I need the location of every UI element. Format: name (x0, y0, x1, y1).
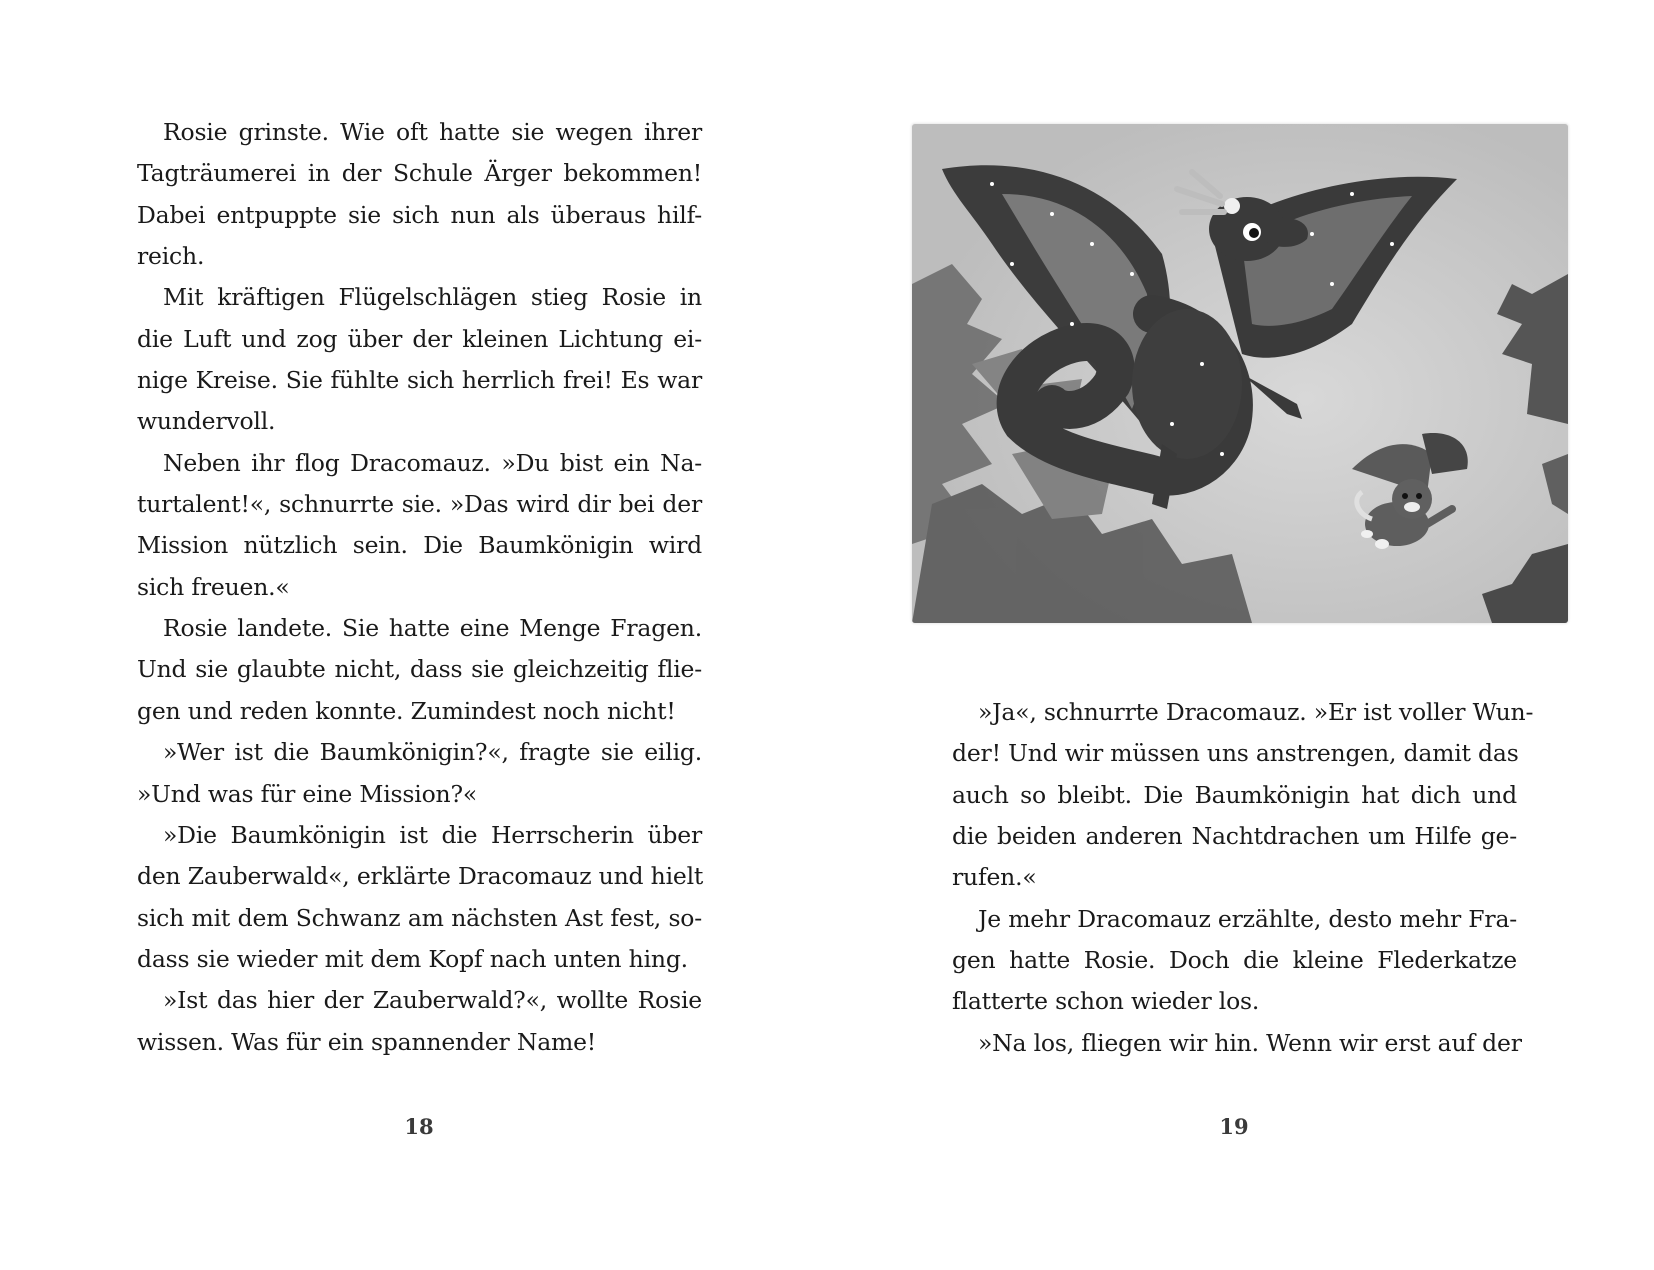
text-line: »Die Baumkönigin ist die Herrscherin über (163, 820, 702, 849)
text-line: Und sie glaubte nicht, dass sie gleichzeitig flie- (137, 655, 702, 684)
text-line: auch so bleibt. Die Baumkönigin hat dich und (952, 780, 1517, 809)
text-line: den Zauberwald«, erklärte Dracomauz und hielt (137, 862, 704, 891)
text-line: Mit kräftigen Flügelschlägen stieg Rosie in (163, 283, 702, 312)
text-line: sich freuen.« (137, 572, 290, 601)
text-line: dass sie wieder mit dem Kopf nach unten hing. (137, 944, 688, 973)
text-line: Je mehr Dracomauz erzählte, desto mehr Fra- (978, 904, 1517, 933)
right-page (827, 0, 1654, 1270)
text-line: die Luft und zog über der kleinen Lichtung ei- (137, 324, 702, 353)
dragon-illustration (912, 124, 1568, 623)
text-line: Rosie grinste. Wie oft hatte sie wegen ihrer (163, 118, 702, 146)
text-line: »Ja«, schnurrte Dracomauz. »Er ist voller Wun- (978, 698, 1534, 726)
page-number-left: 18 (404, 1114, 434, 1139)
text-line: »Und was für eine Mission?« (137, 779, 478, 808)
text-line: reich. (137, 242, 205, 271)
text-line: wissen. Was für ein spannender Name! (137, 1027, 597, 1056)
text-line: flatterte schon wieder los. (952, 987, 1260, 1016)
text-line: der! Und wir müssen uns anstrengen, damit das (952, 739, 1519, 768)
text-line: die beiden anderen Nachtdrachen um Hilfe ge- (952, 822, 1517, 851)
text-line: rufen.« (952, 863, 1037, 892)
text-line: Dabei entpuppte sie sich nun als überaus hilf- (137, 200, 702, 229)
text-line: gen hatte Rosie. Doch die kleine Flederkatze (952, 946, 1517, 975)
text-line: nige Kreise. Sie fühlte sich herrlich frei! Es war (137, 366, 702, 395)
text-line: Neben ihr flog Dracomauz. »Du bist ein Na- (163, 448, 702, 477)
dragon-and-cat-image (912, 124, 1568, 623)
text-line: turtalent!«, schnurrte sie. »Das wird dir bei der (137, 490, 702, 519)
text-line: sich mit dem Schwanz am nächsten Ast fest, so- (137, 903, 702, 932)
text-column-right (952, 692, 1534, 1064)
text-line: »Ist das hier der Zauberwald?«, wollte Rosie (163, 986, 702, 1015)
text-column-left (137, 112, 702, 1063)
text-line: Rosie landete. Sie hatte eine Menge Fragen. (163, 614, 702, 643)
text-line: wundervoll. (137, 407, 276, 436)
text-line: Mission nützlich sein. Die Baumkönigin wird (137, 531, 702, 560)
text-line: Tagträumerei in der Schule Ärger bekommen! (137, 159, 702, 188)
page-number-right: 19 (1219, 1114, 1249, 1139)
text-line: gen und reden konnte. Zumindest noch nicht! (137, 696, 676, 725)
text-line: »Na los, fliegen wir hin. Wenn wir erst auf der (978, 1028, 1522, 1057)
text-line: »Wer ist die Baumkönigin?«, fragte sie eilig. (163, 738, 702, 767)
